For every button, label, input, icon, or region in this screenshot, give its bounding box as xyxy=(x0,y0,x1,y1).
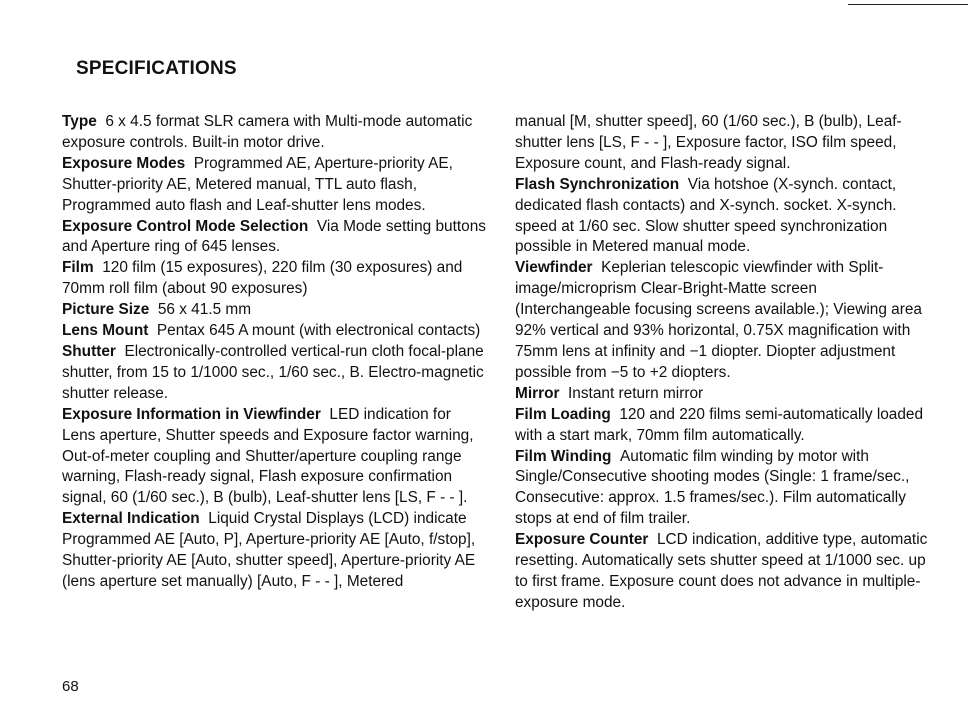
spec-text: Automatic film winding by motor with Single/Consecutive shooting modes (Single: 1 frame/sec., Consecutive: approx. 1.5 frames/sec.). Film automatically stops at end of film trailer. xyxy=(515,447,910,528)
spec-text: 6 x 4.5 format SLR camera with Multi-mode automatic exposure controls. Built-in motor drive. xyxy=(62,113,473,151)
spec-text: 120 and 220 films semi-automatically loaded with a start mark, 70mm film automatically. xyxy=(515,405,924,444)
spec-entry xyxy=(515,175,933,259)
right-column xyxy=(515,112,933,614)
spec-entry xyxy=(62,154,487,217)
spec-entry xyxy=(62,405,487,510)
spec-text: Via hotshoe (X-synch. contact, dedicated flash contacts) and X-synch. socket. X-synch. speed at 1/60 sec. Slow shutter speed synchronization possible in Metered manual mode. xyxy=(515,175,897,256)
spec-entry xyxy=(62,217,487,259)
spec-entry xyxy=(515,384,933,405)
spec-term: Lens Mount xyxy=(62,322,149,340)
page-heading: SPECIFICATIONS xyxy=(76,58,237,79)
page-number: 68 xyxy=(62,678,79,695)
spec-term: Flash Synchronization xyxy=(515,175,680,193)
spec-term: Film Winding xyxy=(515,447,612,465)
spec-term: Film xyxy=(62,259,94,277)
spec-text: LED indication for Lens aperture, Shutter speeds and Exposure factor warning, Out-of-meter coupling and Shutter/aperture coupling range warning, Flash-ready signal, Flash exposure confirmation signal, 60 (1/60 sec.), B (bulb), Leaf-shutter lens [LS, F - - ]. xyxy=(62,405,474,507)
spec-entry xyxy=(515,447,933,531)
spec-text: Instant return mirror xyxy=(568,384,704,402)
spec-entry xyxy=(515,530,933,614)
spec-entry xyxy=(62,258,487,300)
spec-term: Exposure Modes xyxy=(62,154,186,172)
spec-text: LCD indication, additive type, automatic resetting. Automatically sets shutter speed at 1/1000 sec. up to first frame. Exposure count does not advance in multiple-exposure mode. xyxy=(515,531,928,611)
spec-term: Type xyxy=(62,113,97,130)
top-rule xyxy=(848,4,968,5)
spec-entry xyxy=(62,300,487,321)
spec-term: Film Loading xyxy=(515,405,611,423)
spec-entry xyxy=(515,405,933,447)
spec-term: Shutter xyxy=(62,342,116,360)
spec-term: Mirror xyxy=(515,384,560,402)
spec-text: 56 x 41.5 mm xyxy=(157,301,252,319)
spec-entry xyxy=(62,342,487,405)
spec-text: Electronically-controlled vertical-run cloth focal-plane shutter, from 15 to 1/1000 sec., 1/60 sec., B. Electro-magnetic shutter release. xyxy=(62,342,484,402)
spec-entry-continued xyxy=(515,112,933,175)
spec-term: Viewfinder xyxy=(515,259,593,277)
spec-text: 120 film (15 exposures), 220 film (30 exposures) and 70mm roll film (about 90 exposures) xyxy=(62,259,463,298)
spec-text: manual [M, shutter speed], 60 (1/60 sec.), B (bulb), Leaf-shutter lens [LS, F - - ], Exposure factor, ISO film speed, Exposure count, and Flash-ready signal. xyxy=(515,113,902,172)
spec-term: Exposure Control Mode Selection xyxy=(62,217,309,235)
spec-term: Exposure Counter xyxy=(515,531,649,549)
spec-text: Pentax 645 A mount (with electronical contacts) xyxy=(156,322,481,340)
spec-term: Picture Size xyxy=(62,301,150,319)
spec-entry xyxy=(515,258,933,383)
spec-entry xyxy=(62,112,487,154)
spec-term: External Indication xyxy=(62,510,200,528)
spec-text: Liquid Crystal Displays (LCD) indicate Programmed AE [Auto, P], Aperture-priority AE [Auto, f/stop], Shutter-priority AE [Auto, shutter speed], Aperture-priority AE (lens aperture set manually) [Auto, F - - ], Metered xyxy=(62,510,476,590)
spec-entry xyxy=(62,509,487,593)
spec-text: Programmed AE, Aperture-priority AE, Shutter-priority AE, Metered manual, TTL auto flash, Programmed auto flash and Leaf-shutter lens modes. xyxy=(62,154,453,214)
spec-text: Via Mode setting buttons and Aperture ring of 645 lenses. xyxy=(62,217,486,256)
left-column xyxy=(62,112,487,593)
spec-text: Keplerian telescopic viewfinder with Split-image/microprism Clear-Bright-Matte screen (Interchangeable focusing screens available.); Viewing area 92% vertical and 93% horizontal, 0.75X magnification with 75mm lens at infinity and −1 diopter. Diopter adjustment possible from −5 to +2 diopters. xyxy=(515,259,922,381)
spec-term: Exposure Information in Viewfinder xyxy=(62,405,321,423)
spec-entry xyxy=(62,321,487,342)
